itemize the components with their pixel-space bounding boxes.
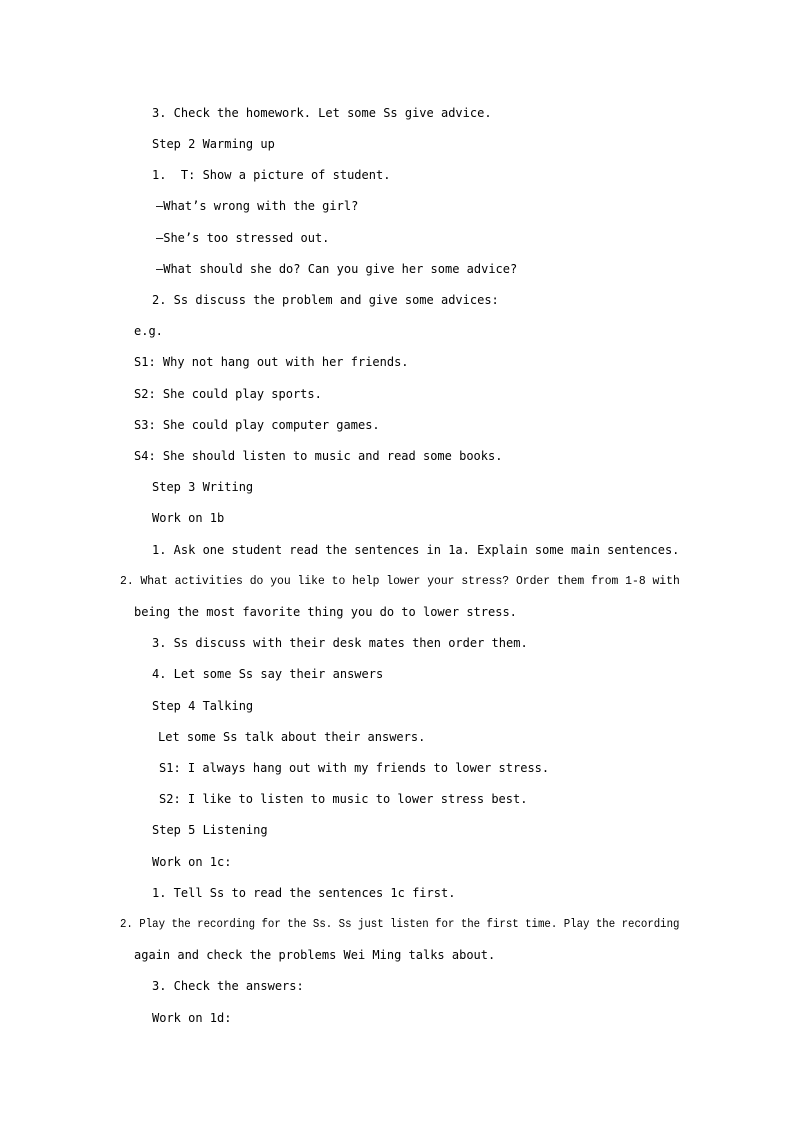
dialogue-line: S3: She could play computer games. (134, 418, 380, 432)
text-line: 4. Let some Ss say their answers (152, 667, 384, 681)
text-line: 3. Ss discuss with their desk mates then order them. (152, 636, 528, 650)
dialogue-line: S2: I like to listen to music to lower stress best. (159, 792, 528, 806)
dialogue-line: S1: Why not hang out with her friends. (134, 355, 409, 369)
dialogue-line: S4: She should listen to music and read some books. (134, 449, 503, 463)
step-heading: Step 5 Listening (152, 823, 268, 837)
dialogue-line: —What should she do? Can you give her some advice? (156, 262, 518, 276)
text-line: again and check the problems Wei Ming talks about. (134, 948, 496, 962)
text-line: 2. Play the recording for the Ss. Ss just listen for the first time. Play the recording (120, 917, 680, 931)
text-line: Work on 1c: (152, 855, 232, 869)
text-line: 1. Tell Ss to read the sentences 1c first. (152, 886, 456, 900)
text-line: Let some Ss talk about their answers. (158, 730, 426, 744)
text-line: 3. Check the answers: (152, 979, 304, 993)
step-heading: Step 3 Writing (152, 480, 254, 494)
text-line: Work on 1d: (152, 1011, 232, 1025)
step-heading: Step 2 Warming up (152, 137, 275, 151)
text-line: 1. Ask one student read the sentences in 1a. Explain some main sentences. (152, 543, 680, 557)
dialogue-line: S2: She could play sports. (134, 387, 322, 401)
text-line: 2. What activities do you like to help lower your stress? Order them from 1-8 with (120, 574, 680, 588)
dialogue-line: —She’s too stressed out. (156, 231, 330, 245)
dialogue-line: —What’s wrong with the girl? (156, 199, 359, 213)
text-line: being the most favorite thing you do to lower stress. (134, 605, 517, 619)
text-line: 1. T: Show a picture of student. (152, 168, 391, 182)
text-line: 3. Check the homework. Let some Ss give advice. (152, 106, 492, 120)
dialogue-line: S1: I always hang out with my friends to lower stress. (159, 761, 550, 775)
text-line: e.g. (134, 324, 163, 338)
text-line: Work on 1b (152, 511, 225, 525)
text-line: 2. Ss discuss the problem and give some advices: (152, 293, 499, 307)
step-heading: Step 4 Talking (152, 699, 254, 713)
